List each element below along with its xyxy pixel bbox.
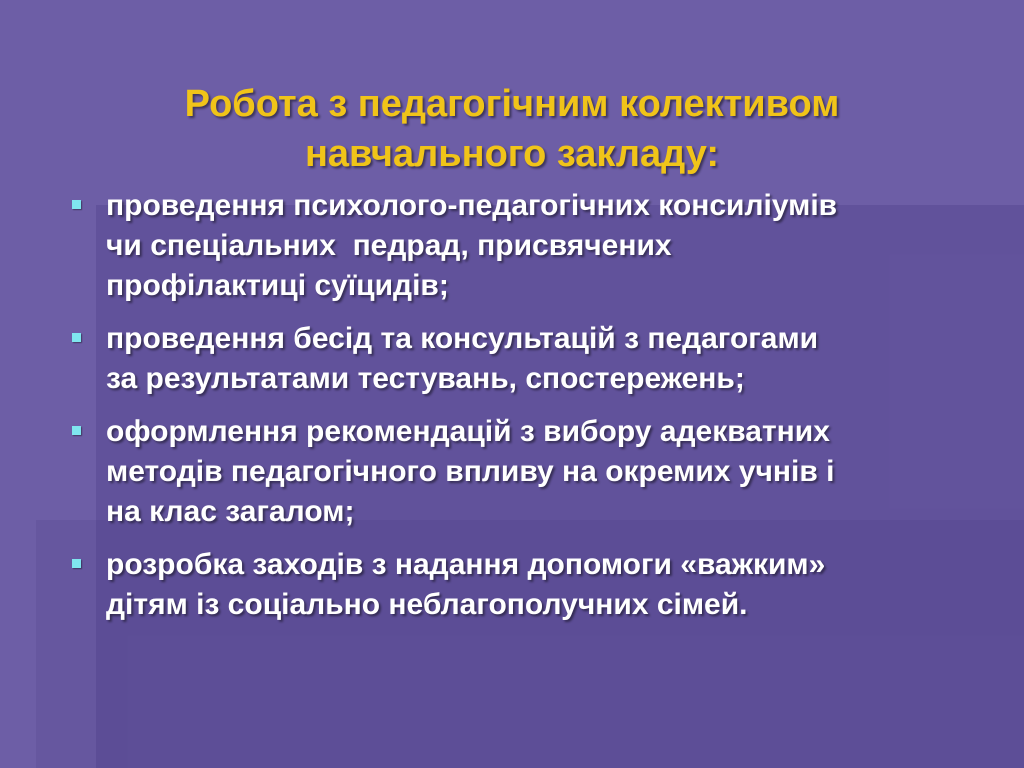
bullet-text [106,412,976,532]
bullet-line: проведення психолого-педагогічних консиліумів [106,189,838,222]
bullet-line: проведення бесід та консультацій з педагогами [106,322,819,355]
slide-title-line: навчального закладу: [304,133,720,176]
square-bullet-icon [72,200,81,209]
bullet-item [66,186,976,306]
bullet-line: методів педагогічного впливу на окремих учнів і [106,455,835,488]
bullet-line: розробка заходів з надання допомоги «важким» [106,548,826,581]
bullet-text [106,186,976,306]
bullet-line: дітям із соціально неблагополучних сімей. [106,588,748,621]
slide-title-line: Робота з педагогічним колективом [184,83,840,126]
bullet-list [66,186,976,638]
bullet-line: на клас загалом; [106,495,355,528]
bullet-line: оформлення рекомендацій з вибору адекватних [106,415,830,448]
slide-title [60,79,964,179]
square-bullet-icon [72,333,81,342]
square-bullet-icon [72,426,81,435]
bullet-item [66,319,976,399]
bullet-item [66,412,976,532]
bullet-line: чи спеціальних педрад, присвячених [106,229,672,262]
bullet-line: профілактиці суїцидів; [106,269,449,302]
bullet-line: за результатами тестувань, спостережень; [106,362,745,395]
square-bullet-icon [72,559,81,568]
bullet-text [106,545,976,625]
bullet-text [106,319,976,399]
bullet-item [66,545,976,625]
